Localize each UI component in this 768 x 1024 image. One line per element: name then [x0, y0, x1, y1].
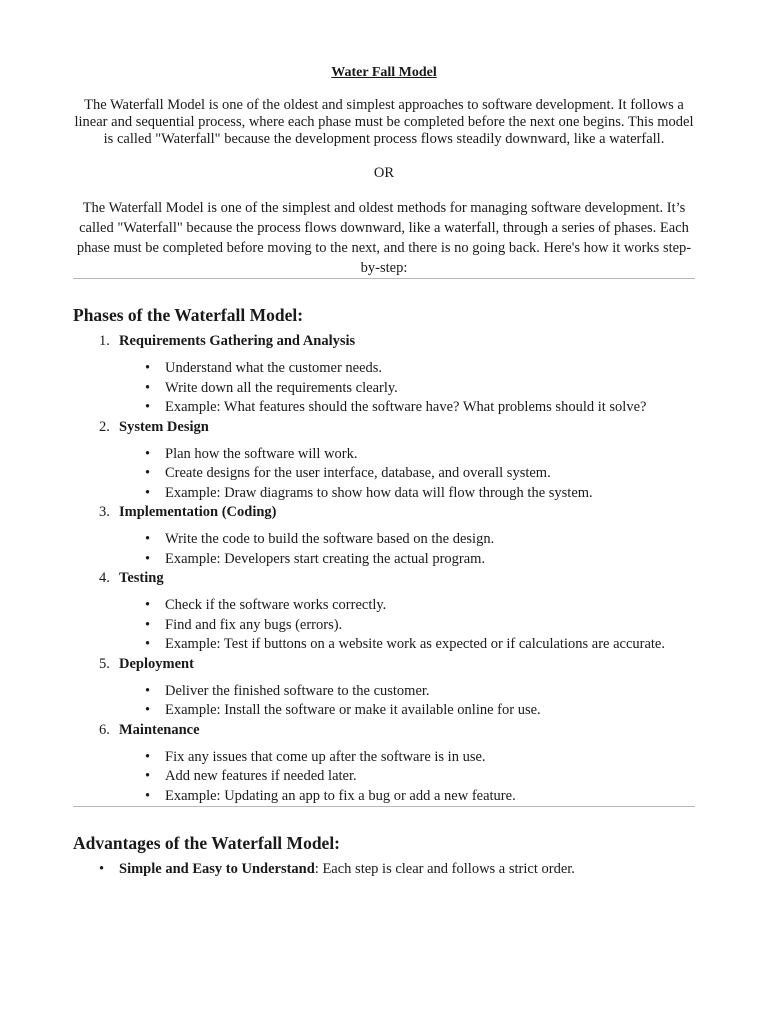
phase-bullet-list — [119, 682, 695, 721]
bullet-item: • Understand what the customer needs. — [119, 359, 695, 379]
phase-number: 4. — [99, 570, 110, 586]
advantage-item — [73, 860, 695, 878]
phase-title: Implementation (Coding) — [119, 504, 277, 520]
phase-number: 6. — [99, 721, 110, 738]
bullet-item: • Find and fix any bugs (errors). — [119, 616, 695, 636]
phase-title: Requirements Gathering and Analysis — [119, 333, 356, 349]
advantage-term: Simple and Easy to Understand — [119, 861, 315, 877]
phase-bullet-list — [119, 359, 695, 418]
bullet-item: • Fix any issues that come up after the software is in use. — [119, 748, 695, 768]
bullet-item: • Deliver the finished software to the customer. — [119, 682, 695, 702]
bullet-item: • Create designs for the user interface, database, and overall system. — [119, 464, 695, 484]
phase-title: Deployment — [119, 655, 194, 672]
phase-number: 2. — [99, 418, 110, 435]
phase-number: 1. — [99, 333, 110, 349]
section-divider — [73, 806, 695, 807]
phase-title: Maintenance — [119, 721, 200, 738]
bullet-item: • Example: What features should the software have? What problems should it solve? — [119, 398, 695, 418]
phase-item — [73, 418, 695, 504]
bullet-item: • Check if the software works correctly. — [119, 596, 695, 616]
phase-number: 5. — [99, 655, 110, 672]
bullet-item: • Write the code to build the software based on the design. — [119, 530, 695, 550]
alternate-intro-paragraph: The Waterfall Model is one of the simplest and oldest methods for managing software development. It’s called "Waterfall" because the process flows downward, like a waterfall, through a series of phases. Each phase must be completed before moving to the next, and there is no going back. Here's how it works step-by-step: — [76, 200, 692, 276]
phase-bullet-list — [119, 748, 695, 807]
phase-bullet-list — [119, 530, 695, 569]
phases-list — [73, 332, 695, 806]
phase-item — [73, 569, 695, 655]
phase-item — [73, 503, 695, 569]
phase-item — [73, 332, 695, 418]
phase-number: 3. — [99, 504, 110, 520]
document-page — [73, 64, 695, 878]
advantage-description: : Each step is clear and follows a strict order. — [314, 861, 575, 877]
phase-bullet-list — [119, 596, 695, 655]
section-divider — [73, 278, 695, 279]
phase-title: System Design — [119, 418, 209, 435]
bullet-item: • Write down all the requirements clearly. — [119, 379, 695, 399]
phase-bullet-list — [119, 445, 695, 504]
phase-title: Testing — [119, 570, 164, 586]
bullet-item: • Example: Draw diagrams to show how data will flow through the system. — [119, 484, 695, 504]
advantages-list — [73, 860, 695, 878]
advantages-heading: Advantages of the Waterfall Model: — [73, 833, 341, 853]
document-title: Water Fall Model — [331, 65, 437, 80]
phase-item — [73, 655, 695, 721]
intro-paragraph: The Waterfall Model is one of the oldest and simplest approaches to software development. It follows a linear and sequential process, where each phase must be completed before the next one begins. This model is called "Waterfall" because the development process flows steadily downward, like a waterfall. — [74, 97, 694, 147]
bullet-item: • Example: Developers start creating the actual program. — [119, 550, 695, 570]
bullet-item: • Add new features if needed later. — [119, 767, 695, 787]
phases-heading: Phases of the Waterfall Model: — [73, 305, 304, 325]
bullet-item: • Example: Test if buttons on a website work as expected or if calculations are accurate. — [119, 635, 695, 655]
phase-item — [73, 721, 695, 807]
bullet-item: • Plan how the software will work. — [119, 445, 695, 465]
or-separator-text: OR — [373, 165, 395, 181]
bullet-item: • Example: Install the software or make it available online for use. — [119, 701, 695, 721]
bullet-item: • Example: Updating an app to fix a bug or add a new feature. — [119, 787, 695, 807]
